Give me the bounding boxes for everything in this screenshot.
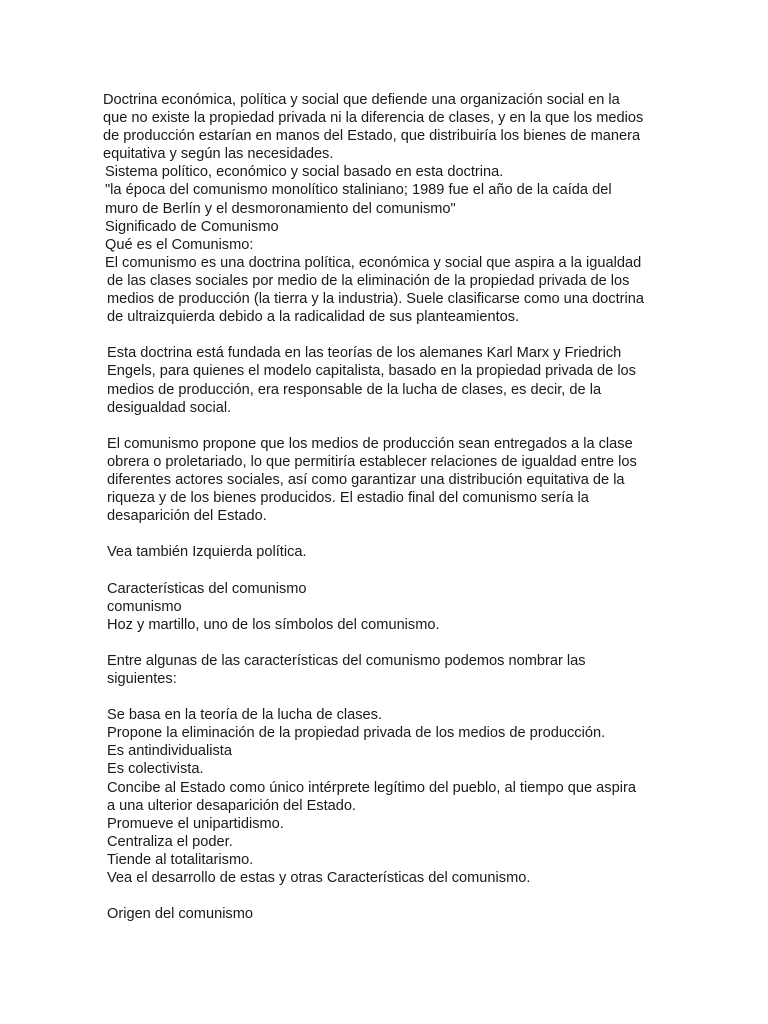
blank-line bbox=[103, 561, 663, 579]
text-line: "la época del comunismo monolítico staliniano; 1989 fue el año de la caída del bbox=[105, 182, 612, 199]
text-line: Características del comunismo bbox=[107, 580, 307, 597]
text-line: Concibe al Estado como único intérprete legítimo del pueblo, al tiempo que aspira bbox=[107, 779, 636, 796]
text-line: Se basa en la teoría de la lucha de clases. bbox=[107, 707, 383, 724]
text-line: Sistema político, económico y social basado en esta doctrina. bbox=[105, 164, 504, 181]
text-line: El comunismo propone que los medios de producción sean entregados a la clase bbox=[107, 435, 633, 452]
text-line: Tiende al totalitarismo. bbox=[107, 851, 254, 868]
text-line: Promueve el unipartidismo. bbox=[107, 815, 284, 832]
text-line: Vea también Izquierda política. bbox=[107, 544, 307, 561]
text-line: de las clases sociales por medio de la eliminación de la propiedad privada de los bbox=[107, 272, 630, 289]
text-line: equitativa y según las necesidades. bbox=[103, 146, 334, 163]
text-line: Engels, para quienes el modelo capitalista, basado en la propiedad privada de los bbox=[107, 363, 636, 380]
blank-line bbox=[103, 326, 663, 344]
text-line: Doctrina económica, política y social que defiende una organización social en la bbox=[103, 92, 620, 108]
text-line: comunismo bbox=[107, 598, 182, 615]
text-line: Esta doctrina está fundada en las teorías de los alemanes Karl Marx y Friedrich bbox=[107, 345, 622, 362]
text-line: desaparición del Estado. bbox=[107, 508, 267, 525]
text-line: diferentes actores sociales, así como garantizar una distribución equitativa de la bbox=[107, 471, 625, 488]
text-line: Es colectivista. bbox=[107, 761, 204, 778]
text-line: a una ulterior desaparición del Estado. bbox=[107, 797, 357, 814]
blank-line bbox=[103, 525, 663, 543]
text-line: Origen del comunismo bbox=[107, 906, 254, 923]
text-line: Significado de Comunismo bbox=[105, 218, 279, 235]
text-line: Es antindividualista bbox=[107, 743, 232, 760]
text-line: Hoz y martillo, uno de los símbolos del comunismo. bbox=[107, 616, 440, 633]
text-line: El comunismo es una doctrina política, económica y social que aspira a la igualdad bbox=[105, 254, 642, 271]
blank-line bbox=[103, 417, 663, 435]
blank-line bbox=[103, 688, 663, 706]
text-line: Centraliza el poder. bbox=[107, 833, 233, 850]
document-body bbox=[103, 91, 663, 923]
text-line: medios de producción, era responsable de la lucha de clases, es decir, de la bbox=[107, 381, 602, 398]
text-line: desigualdad social. bbox=[107, 399, 232, 416]
text-line: medios de producción (la tierra y la industria). Suele clasificarse como una doctrina bbox=[107, 291, 644, 308]
text-line: Propone la eliminación de la propiedad privada de los medios de producción. bbox=[107, 725, 606, 742]
blank-line bbox=[103, 634, 663, 652]
text-line: que no existe la propiedad privada ni la diferencia de clases, y en la que los medios bbox=[103, 110, 644, 127]
text-line: Qué es el Comunismo: bbox=[105, 236, 254, 253]
text-line: de ultraizquierda debido a la radicalidad de sus planteamientos. bbox=[107, 309, 520, 326]
text-line: muro de Berlín y el desmoronamiento del comunismo" bbox=[105, 200, 456, 217]
text-line: de producción estarían en manos del Estado, que distribuiría los bienes de manera bbox=[103, 128, 641, 145]
text-line: Vea el desarrollo de estas y otras Características del comunismo. bbox=[107, 870, 531, 887]
text-line: obrera o proletariado, lo que permitiría establecer relaciones de igualdad entre los bbox=[107, 453, 637, 470]
text-line: siguientes: bbox=[107, 671, 177, 687]
blank-line bbox=[103, 887, 663, 905]
text-line: Entre algunas de las características del comunismo podemos nombrar las bbox=[107, 652, 586, 669]
text-line: riqueza y de los bienes producidos. El estadio final del comunismo sería la bbox=[107, 490, 589, 507]
